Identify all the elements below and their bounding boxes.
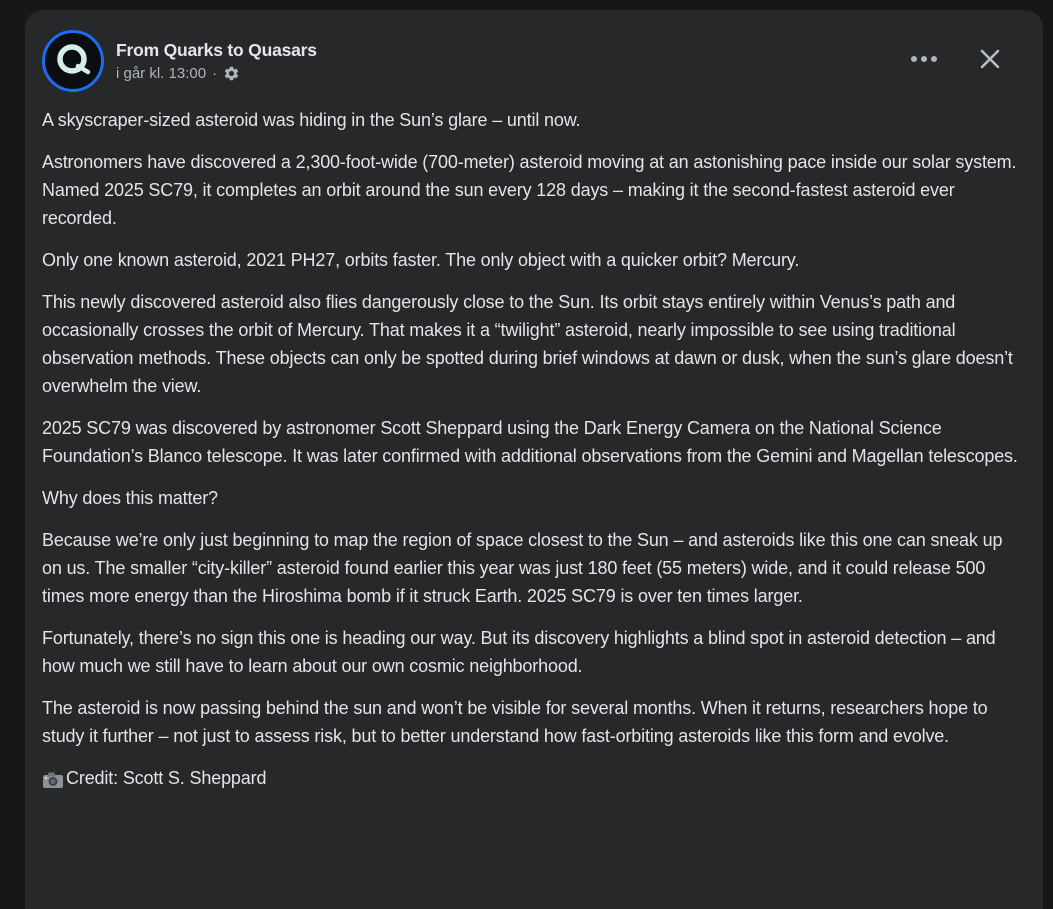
post-paragraph: Why does this matter?: [42, 488, 218, 508]
post-paragraph: Fortunately, there’s no sign this one is heading our way. But its discovery highlights a blind spot in asteroid detection – and how much we still have to learn about our own cosmic neighborhood.: [42, 628, 996, 676]
post-header: [25, 10, 1043, 96]
meta-separator: ·: [212, 65, 218, 82]
page-name[interactable]: From Quarks to Quasars: [116, 40, 317, 60]
post-paragraph: Only one known asteroid, 2021 PH27, orbits faster. The only object with a quicker orbit? Mercury.: [42, 250, 800, 270]
post-paragraph: A skyscraper-sized asteroid was hiding in the Sun’s glare – until now.: [42, 110, 581, 130]
post-paragraph: Because we’re only just beginning to map the region of space closest to the Sun – and asteroids like this one can sneak up on us. The smaller “city-killer” asteroid found earlier this year was just 180 feet (55 meters) wide, and it could release 500 times more energy than the Hiroshima bomb if it struck Earth. 2025 SC79 is over ten times larger.: [42, 530, 1003, 606]
ellipsis-icon: [911, 56, 917, 62]
post-body: [25, 96, 1043, 792]
post-paragraph: Astronomers have discovered a 2,300-foot-wide (700-meter) asteroid moving at an astonishing pace inside our solar system. Named 2025 SC79, it completes an orbit around the sun every 128 days – making it the second-fastest asteroid ever recorded.: [42, 152, 1017, 228]
post-paragraph: This newly discovered asteroid also flies dangerously close to the Sun. Its orbit stays entirely within Venus’s path and occasionally crosses the orbit of Mercury. That makes it a “twilight” asteroid, nearly impossible to see using traditional observation methods. These objects can only be spotted during brief windows at dawn or dusk, when the sun’s glare doesn’t overwhelm the view.: [42, 292, 1013, 396]
gear-icon: [223, 65, 240, 82]
header-info: [116, 40, 317, 82]
post-paragraph: The asteroid is now passing behind the sun and won’t be visible for several months. When it returns, researchers hope to study it further – not just to assess risk, but to better understand how fast-orbiting asteroids like this form and evolve.: [42, 698, 988, 746]
close-button[interactable]: [973, 42, 1007, 76]
facebook-post-card: [25, 10, 1043, 909]
credit-text: Credit: Scott S. Sheppard: [66, 768, 267, 788]
close-icon: [975, 44, 1005, 74]
camera-emoji-icon: [42, 771, 64, 789]
page-avatar[interactable]: [42, 30, 104, 92]
quarks-to-quasars-logo-icon: [51, 39, 95, 83]
credit-line: [42, 764, 1026, 792]
post-paragraph: 2025 SC79 was discovered by astronomer Scott Sheppard using the Dark Energy Camera on the National Science Foundation’s Blanco telescope. It was later confirmed with additional observations from the Gemini and Magellan telescopes.: [42, 418, 1018, 466]
post-timestamp[interactable]: i går kl. 13:00: [116, 65, 207, 82]
post-meta[interactable]: [116, 65, 317, 82]
header-actions: [905, 42, 1007, 76]
more-options-button[interactable]: [905, 50, 943, 68]
